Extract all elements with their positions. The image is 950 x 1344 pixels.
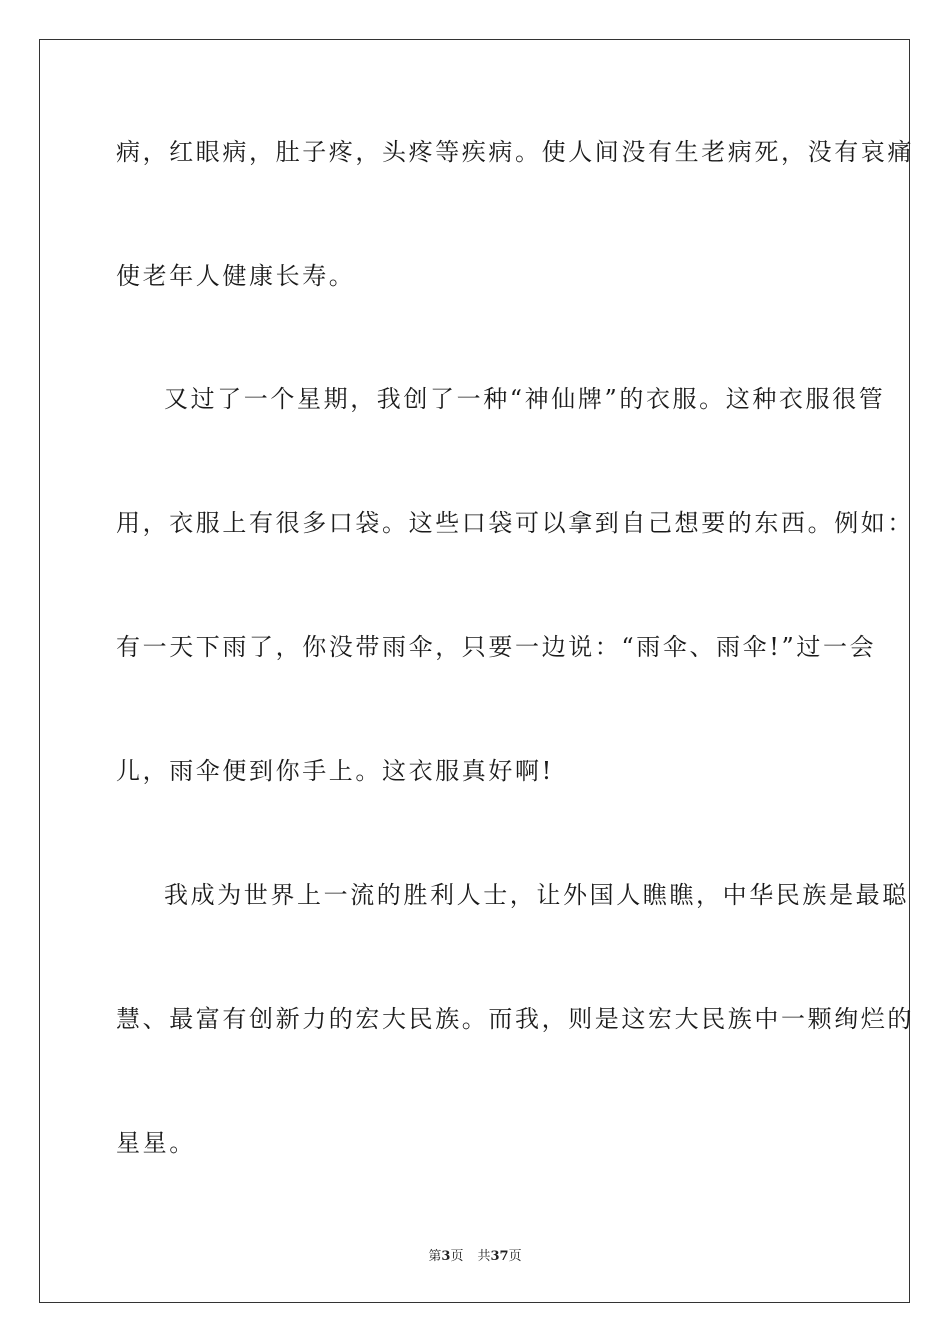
text-line-1: 病，红眼病，肚子疼，头疼等疾病。使人间没有生老病死，没有哀痛 xyxy=(116,138,914,166)
text-line-4: 用，衣服上有很多口袋。这些口袋可以拿到自己想要的东西。例如： xyxy=(116,509,914,537)
text-line-9: 星星。 xyxy=(116,1129,196,1157)
page-suffix: 页 xyxy=(450,1249,464,1264)
page-footer xyxy=(0,1248,950,1266)
page-number: 3 xyxy=(441,1249,451,1264)
text-line-5: 有一天下雨了，你没带雨伞，只要一边说：“雨伞、雨伞!”过一会 xyxy=(116,633,877,661)
text-line-6: 儿，雨伞便到你手上。这衣服真好啊! xyxy=(116,757,554,785)
text-line-8: 慧、最富有创新力的宏大民族。而我，则是这宏大民族中一颗绚烂的 xyxy=(116,1005,914,1033)
total-suffix: 页 xyxy=(508,1249,522,1264)
text-line-2: 使老年人健康长寿。 xyxy=(116,262,356,290)
page-border xyxy=(39,39,914,1303)
total-pages: 37 xyxy=(490,1249,509,1264)
text-line-7: 我成为世界上一流的胜利人士，让外国人瞧瞧，中华民族是最聪 xyxy=(164,881,909,909)
page-prefix: 第 xyxy=(428,1249,442,1264)
total-prefix: 共 xyxy=(477,1249,491,1264)
text-line-3: 又过了一个星期，我创了一种“神仙牌”的衣服。这种衣服很管 xyxy=(164,385,886,413)
